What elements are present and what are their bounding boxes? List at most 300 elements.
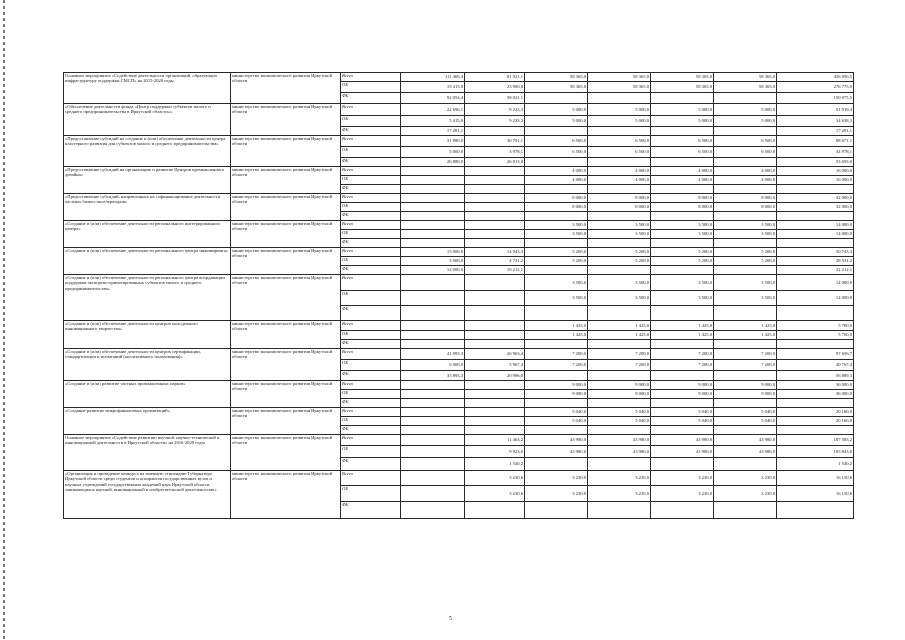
total-cell: 14 000,0 xyxy=(777,230,854,239)
amount-cell: 9 223,3 xyxy=(465,104,525,116)
amount-cell xyxy=(465,239,525,248)
funding-source: ОБ xyxy=(341,331,401,340)
funding-source: Всего xyxy=(341,136,401,147)
amount-cell xyxy=(651,93,714,104)
amount-cell: 8 000,0 xyxy=(651,203,714,212)
table-row xyxy=(64,275,854,291)
amount-cell: 8 000,0 xyxy=(588,203,651,212)
amount-cell xyxy=(401,408,465,417)
amount-cell xyxy=(401,239,465,248)
amount-cell xyxy=(465,390,525,399)
amount-cell xyxy=(588,399,651,408)
amount-cell: 1 425,0 xyxy=(714,321,777,331)
amount-cell xyxy=(401,230,465,239)
amount-cell xyxy=(588,306,651,321)
amount-cell: 5 040,0 xyxy=(651,408,714,417)
amount-cell xyxy=(401,417,465,426)
amount-cell: 7 200,0 xyxy=(714,349,777,360)
amount-cell xyxy=(465,381,525,390)
amount-cell: 3 500,0 xyxy=(588,221,651,230)
amount-cell xyxy=(525,266,588,275)
amount-cell: 5 040,0 xyxy=(588,417,651,426)
funding-source: ОБ xyxy=(341,230,401,239)
activity-name: «Предоставление субсидий на создание и (или) обеспечение деятельности центра кластерного развития для субъектов малого и среднего предпринимательства» xyxy=(64,136,231,167)
amount-cell: 41 893,3 xyxy=(401,349,465,360)
amount-cell: 3 230,0 xyxy=(588,471,651,486)
funding-source: Всего xyxy=(341,104,401,116)
funding-source: ФБ xyxy=(341,458,401,471)
total-cell: 14 000,0 xyxy=(777,291,854,306)
executor-name: министерство экономического развития Иркутской области xyxy=(231,73,341,104)
amount-cell: 5 000,0 xyxy=(651,116,714,127)
amount-cell: 4 731,2 xyxy=(465,257,525,266)
table-row xyxy=(64,136,854,147)
amount-cell: 5 040,0 xyxy=(651,417,714,426)
activity-name: «Предоставление субсидий на организацию и развитие Центров промышленного дизайна» xyxy=(64,167,231,194)
total-cell: 20 160,0 xyxy=(777,417,854,426)
amount-cell xyxy=(588,212,651,221)
amount-cell: 58 365,0 xyxy=(525,73,588,82)
amount-cell xyxy=(525,371,588,381)
funding-source: ФБ xyxy=(341,399,401,408)
funding-source: ОБ xyxy=(341,116,401,127)
total-cell: 34 978,1 xyxy=(777,147,854,158)
amount-cell xyxy=(401,212,465,221)
funding-source: Всего xyxy=(341,248,401,257)
amount-cell xyxy=(401,340,465,349)
funding-source: Всего xyxy=(341,194,401,203)
amount-cell: 5 415,0 xyxy=(401,116,465,127)
amount-cell: 11 463,2 xyxy=(465,435,525,446)
table-row xyxy=(64,435,854,446)
total-cell: 36 000,0 xyxy=(777,381,854,390)
funding-source: Всего xyxy=(341,471,401,486)
budget-table-body xyxy=(64,73,854,519)
amount-cell: 35 893,3 xyxy=(401,371,465,381)
amount-cell xyxy=(525,458,588,471)
amount-cell: 1 425,0 xyxy=(588,321,651,331)
amount-cell: 3 500,0 xyxy=(714,291,777,306)
amount-cell xyxy=(714,266,777,275)
amount-cell: 1 425,0 xyxy=(525,331,588,340)
amount-cell: 3 230,6 xyxy=(465,471,525,486)
total-cell: 20 160,0 xyxy=(777,408,854,417)
amount-cell xyxy=(714,371,777,381)
activity-name: «Организация и проведение конкурса на именную стипендию Губернатора Иркутской области среди студентов и аспирантов государственных вузов и научных учреждений государственных академий наук Иркутской области, занимающихся научной, инновационной и изобретательской деятельностью» xyxy=(64,471,231,519)
executor-name: министерство экономического развития Иркутской области xyxy=(231,275,341,321)
funding-source: ОБ xyxy=(341,257,401,266)
total-cell: 5 700,0 xyxy=(777,321,854,331)
amount-cell xyxy=(525,212,588,221)
amount-cell xyxy=(465,340,525,349)
amount-cell xyxy=(588,93,651,104)
funding-source: ОБ xyxy=(341,291,401,306)
amount-cell: 3 500,0 xyxy=(525,230,588,239)
amount-cell: 3 230,6 xyxy=(465,486,525,502)
amount-cell: 9 000,0 xyxy=(714,381,777,390)
amount-cell: 3 500,0 xyxy=(588,275,651,291)
total-cell: 150 075,5 xyxy=(777,93,854,104)
amount-cell xyxy=(465,306,525,321)
amount-cell xyxy=(588,158,651,167)
amount-cell: 6 500,0 xyxy=(588,136,651,147)
amount-cell xyxy=(714,127,777,136)
amount-cell: 58 365,0 xyxy=(714,73,777,82)
funding-source: ФБ xyxy=(341,185,401,194)
activity-name: «Предоставление субсидий, направленных на софинансирование деятельности частных бизнес-акселераторов» xyxy=(64,194,231,221)
amount-cell: 5 200,0 xyxy=(714,248,777,257)
amount-cell: 5 040,0 xyxy=(714,408,777,417)
funding-source: ФБ xyxy=(341,340,401,349)
amount-cell: 3 230,0 xyxy=(651,486,714,502)
amount-cell: 8 000,0 xyxy=(525,194,588,203)
amount-cell xyxy=(525,185,588,194)
amount-cell xyxy=(465,194,525,203)
executor-name: министерство экономического развития Иркутской области xyxy=(231,248,341,275)
amount-cell xyxy=(714,93,777,104)
amount-cell xyxy=(401,331,465,340)
activity-name: «Создание и (или) развитие частных промышленных парков» xyxy=(64,381,231,408)
amount-cell: 43 980,0 xyxy=(588,446,651,458)
amount-cell: 7 200,0 xyxy=(525,360,588,371)
table-row xyxy=(64,167,854,176)
amount-cell: 7 200,0 xyxy=(588,360,651,371)
table-row xyxy=(64,349,854,360)
amount-cell: 4 000,0 xyxy=(525,167,588,176)
amount-cell: 8 000,0 xyxy=(588,194,651,203)
amount-cell: 4 000,0 xyxy=(651,176,714,185)
amount-cell xyxy=(525,502,588,519)
activity-name: «Обеспечение деятельности фонда «Центр поддержки субъектов малого и среднего предпринимательства в Иркутской области»» xyxy=(64,104,231,136)
funding-source: Всего xyxy=(341,435,401,446)
total-cell: 50 743,3 xyxy=(777,248,854,257)
amount-cell: 9 000,0 xyxy=(651,390,714,399)
amount-cell: 58 365,0 xyxy=(525,82,588,93)
funding-source: ФБ xyxy=(341,239,401,248)
amount-cell xyxy=(651,502,714,519)
amount-cell xyxy=(465,291,525,306)
funding-source: ФБ xyxy=(341,502,401,519)
amount-cell: 81 921,1 xyxy=(465,73,525,82)
amount-cell: 3 500,0 xyxy=(588,230,651,239)
table-row xyxy=(64,408,854,417)
amount-cell: 1 425,0 xyxy=(588,331,651,340)
amount-cell: 9 000,0 xyxy=(588,381,651,390)
funding-source: ФБ xyxy=(341,426,401,435)
amount-cell: 3 230,0 xyxy=(525,471,588,486)
amount-cell: 6 500,0 xyxy=(714,136,777,147)
funding-source: ОБ xyxy=(341,390,401,399)
amount-cell xyxy=(651,340,714,349)
amount-cell xyxy=(465,203,525,212)
amount-cell xyxy=(714,426,777,435)
amount-cell xyxy=(588,458,651,471)
executor-name: министерство экономического развития Иркутской области xyxy=(231,408,341,435)
amount-cell xyxy=(651,371,714,381)
amount-cell xyxy=(465,399,525,408)
amount-cell xyxy=(401,381,465,390)
amount-cell: 3 500,0 xyxy=(714,221,777,230)
table-row xyxy=(64,221,854,230)
amount-cell: 111 469,4 xyxy=(401,73,465,82)
amount-cell xyxy=(651,239,714,248)
activity-name: «Создание и (или) обеспечение деятельности регионального центра инжиниринга» xyxy=(64,248,231,275)
amount-cell: 15 000,0 xyxy=(401,248,465,257)
amount-cell: 7 200,0 xyxy=(588,349,651,360)
amount-cell: 3 000,0 xyxy=(401,257,465,266)
amount-cell: 3 230,0 xyxy=(714,486,777,502)
executor-name: министерство экономического развития Иркутской области xyxy=(231,435,341,471)
funding-source: ФБ xyxy=(341,371,401,381)
funding-source: ФБ xyxy=(341,266,401,275)
amount-cell: 4 000,0 xyxy=(651,167,714,176)
amount-cell xyxy=(465,331,525,340)
amount-cell xyxy=(525,340,588,349)
amount-cell: 26 813,0 xyxy=(465,158,525,167)
total-cell: 56 889,3 xyxy=(777,371,854,381)
amount-cell xyxy=(714,239,777,248)
total-cell xyxy=(777,340,854,349)
total-cell: 32 000,0 xyxy=(777,203,854,212)
amount-cell: 5 200,0 xyxy=(588,248,651,257)
amount-cell xyxy=(651,185,714,194)
amount-cell: 9 000,0 xyxy=(525,390,588,399)
amount-cell xyxy=(651,426,714,435)
amount-cell xyxy=(465,221,525,230)
total-cell: 276 775,0 xyxy=(777,82,854,93)
funding-source: Всего xyxy=(341,321,401,331)
total-cell: 5 700,0 xyxy=(777,331,854,340)
amount-cell: 43 980,0 xyxy=(651,435,714,446)
amount-cell: 17 281,1 xyxy=(401,127,465,136)
amount-cell: 3 500,0 xyxy=(588,291,651,306)
amount-cell xyxy=(465,275,525,291)
amount-cell: 4 000,0 xyxy=(714,167,777,176)
total-cell: 97 656,7 xyxy=(777,349,854,360)
amount-cell: 5 000,0 xyxy=(714,116,777,127)
amount-cell xyxy=(401,291,465,306)
amount-cell: 9 223,3 xyxy=(465,116,525,127)
amount-cell: 3 500,0 xyxy=(714,275,777,291)
amount-cell: 8 000,0 xyxy=(525,203,588,212)
funding-source: ОБ xyxy=(341,360,401,371)
amount-cell xyxy=(588,340,651,349)
amount-cell: 7 200,0 xyxy=(714,360,777,371)
amount-cell xyxy=(465,212,525,221)
amount-cell: 6 000,0 xyxy=(401,360,465,371)
amount-cell: 5 000,0 xyxy=(714,104,777,116)
amount-cell: 5 967,4 xyxy=(465,360,525,371)
activity-name: Основное мероприятие «Содействие развитию научной, научно-технической и инновационной деятельности в Иркутской области» на 2016-2020 годы xyxy=(64,435,231,471)
total-cell xyxy=(777,426,854,435)
amount-cell: 3 500,0 xyxy=(525,275,588,291)
amount-cell xyxy=(714,185,777,194)
amount-cell: 5 040,0 xyxy=(525,417,588,426)
amount-cell xyxy=(651,212,714,221)
total-cell: 1 540,2 xyxy=(777,458,854,471)
amount-cell: 43 980,0 xyxy=(588,435,651,446)
amount-cell xyxy=(651,399,714,408)
amount-cell xyxy=(588,426,651,435)
total-cell: 16 150,6 xyxy=(777,486,854,502)
amount-cell xyxy=(588,127,651,136)
amount-cell xyxy=(525,306,588,321)
amount-cell: 58 365,0 xyxy=(588,82,651,93)
total-cell: 22 212,1 xyxy=(777,266,854,275)
amount-cell: 5 200,0 xyxy=(714,257,777,266)
table-row xyxy=(64,321,854,331)
table-row xyxy=(64,381,854,390)
amount-cell xyxy=(465,185,525,194)
amount-cell xyxy=(401,486,465,502)
funding-source: ОБ xyxy=(341,203,401,212)
amount-cell: 5 000,0 xyxy=(588,104,651,116)
amount-cell xyxy=(465,321,525,331)
executor-name: министерство экономического развития Иркутской области xyxy=(231,349,341,381)
total-cell xyxy=(777,239,854,248)
amount-cell: 58 365,0 xyxy=(588,73,651,82)
amount-cell: 3 500,0 xyxy=(525,221,588,230)
amount-cell: 5 200,0 xyxy=(651,257,714,266)
amount-cell: 20 996,0 xyxy=(465,371,525,381)
executor-name: министерство экономического развития Иркутской области xyxy=(231,194,341,221)
amount-cell: 5 000,0 xyxy=(588,116,651,127)
page-number: 5 xyxy=(449,616,452,622)
amount-cell: 58 365,0 xyxy=(714,82,777,93)
amount-cell: 3 230,0 xyxy=(714,471,777,486)
funding-source: ОБ xyxy=(341,446,401,458)
amount-cell: 6 500,0 xyxy=(525,136,588,147)
amount-cell xyxy=(465,408,525,417)
amount-cell xyxy=(651,127,714,136)
total-cell: 32 000,0 xyxy=(777,194,854,203)
funding-source: ОБ xyxy=(341,147,401,158)
table-row xyxy=(64,73,854,82)
funding-source: ФБ xyxy=(341,212,401,221)
amount-cell: 5 040,0 xyxy=(525,408,588,417)
executor-name: министерство экономического развития Иркутской области xyxy=(231,221,341,248)
executor-name: министерство экономического развития Иркутской области xyxy=(231,136,341,167)
amount-cell: 3 230,0 xyxy=(651,471,714,486)
amount-cell xyxy=(401,321,465,331)
total-cell xyxy=(777,306,854,321)
amount-cell: 1 425,0 xyxy=(651,321,714,331)
funding-source: ФБ xyxy=(341,127,401,136)
amount-cell xyxy=(525,239,588,248)
amount-cell xyxy=(401,502,465,519)
amount-cell xyxy=(525,158,588,167)
amount-cell: 12 000,0 xyxy=(401,266,465,275)
amount-cell: 26 880,0 xyxy=(401,158,465,167)
amount-cell: 58 365,0 xyxy=(651,73,714,82)
total-cell: 88 671,1 xyxy=(777,136,854,147)
amount-cell: 8 000,0 xyxy=(714,194,777,203)
amount-cell xyxy=(465,176,525,185)
amount-cell: 7 200,0 xyxy=(651,360,714,371)
funding-source: ФБ xyxy=(341,93,401,104)
amount-cell: 5 040,0 xyxy=(588,408,651,417)
amount-cell: 3 500,0 xyxy=(651,221,714,230)
amount-cell xyxy=(401,221,465,230)
amount-cell xyxy=(401,167,465,176)
funding-source: Всего xyxy=(341,275,401,291)
amount-cell: 58 365,0 xyxy=(651,82,714,93)
amount-cell xyxy=(714,306,777,321)
amount-cell xyxy=(465,167,525,176)
funding-source: ФБ xyxy=(341,306,401,321)
funding-source: ОБ xyxy=(341,176,401,185)
total-cell: 53 693,0 xyxy=(777,158,854,167)
amount-cell: 3 500,0 xyxy=(651,291,714,306)
amount-cell xyxy=(465,502,525,519)
amount-cell: 58 021,1 xyxy=(465,93,525,104)
amount-cell xyxy=(401,435,465,446)
amount-cell: 7 200,0 xyxy=(651,349,714,360)
amount-cell xyxy=(525,399,588,408)
amount-cell: 8 000,0 xyxy=(714,203,777,212)
amount-cell: 7 200,0 xyxy=(525,349,588,360)
amount-cell xyxy=(588,266,651,275)
total-cell xyxy=(777,212,854,221)
executor-name: министерство экономического развития Иркутской области xyxy=(231,321,341,349)
amount-cell: 9 000,0 xyxy=(525,381,588,390)
amount-cell xyxy=(401,426,465,435)
amount-cell xyxy=(525,127,588,136)
activity-name: «Создание развитие микрофинансовых организаций» xyxy=(64,408,231,435)
funding-source: Всего xyxy=(341,381,401,390)
funding-source: ОБ xyxy=(341,82,401,93)
total-cell: 14 000,0 xyxy=(777,221,854,230)
total-cell: 36 000,0 xyxy=(777,390,854,399)
amount-cell xyxy=(651,306,714,321)
amount-cell: 4 000,0 xyxy=(588,176,651,185)
total-cell: 426 850,5 xyxy=(777,73,854,82)
funding-source: ОБ xyxy=(341,417,401,426)
amount-cell xyxy=(401,176,465,185)
amount-cell: 1 425,0 xyxy=(525,321,588,331)
total-cell: 14 000,0 xyxy=(777,275,854,291)
activity-name: «Создание и (или) обеспечение деятельности центров сертификации, стандартизации и испытаний (коллективного пользования)» xyxy=(64,349,231,381)
amount-cell: 1 425,0 xyxy=(714,331,777,340)
activity-name: Основное мероприятие «Содействие деятельности организаций, образующих инфраструктуру поддержки СМСП» на 2015-2020 годы xyxy=(64,73,231,104)
amount-cell: 3 230,0 xyxy=(525,486,588,502)
amount-cell: 9 000,0 xyxy=(588,390,651,399)
amount-cell xyxy=(651,158,714,167)
amount-cell: 26 963,4 xyxy=(465,349,525,360)
amount-cell: 5 040,0 xyxy=(714,417,777,426)
amount-cell: 92 054,4 xyxy=(401,93,465,104)
amount-cell xyxy=(651,266,714,275)
amount-cell xyxy=(714,340,777,349)
total-cell: 40 767,4 xyxy=(777,360,854,371)
amount-cell xyxy=(525,93,588,104)
total-cell: 16 000,0 xyxy=(777,167,854,176)
amount-cell: 14 943,3 xyxy=(465,248,525,257)
amount-cell: 1 540,2 xyxy=(465,458,525,471)
amount-cell: 9 000,0 xyxy=(651,381,714,390)
amount-cell: 23 900,0 xyxy=(465,82,525,93)
amount-cell: 5 000,0 xyxy=(525,104,588,116)
amount-cell xyxy=(714,502,777,519)
amount-cell: 5 200,0 xyxy=(588,257,651,266)
funding-source: Всего xyxy=(341,73,401,82)
funding-source: Всего xyxy=(341,221,401,230)
amount-cell xyxy=(588,185,651,194)
total-cell: 16 000,0 xyxy=(777,176,854,185)
total-cell: 28 531,2 xyxy=(777,257,854,266)
amount-cell: 3 978,1 xyxy=(465,147,525,158)
amount-cell: 4 000,0 xyxy=(588,167,651,176)
